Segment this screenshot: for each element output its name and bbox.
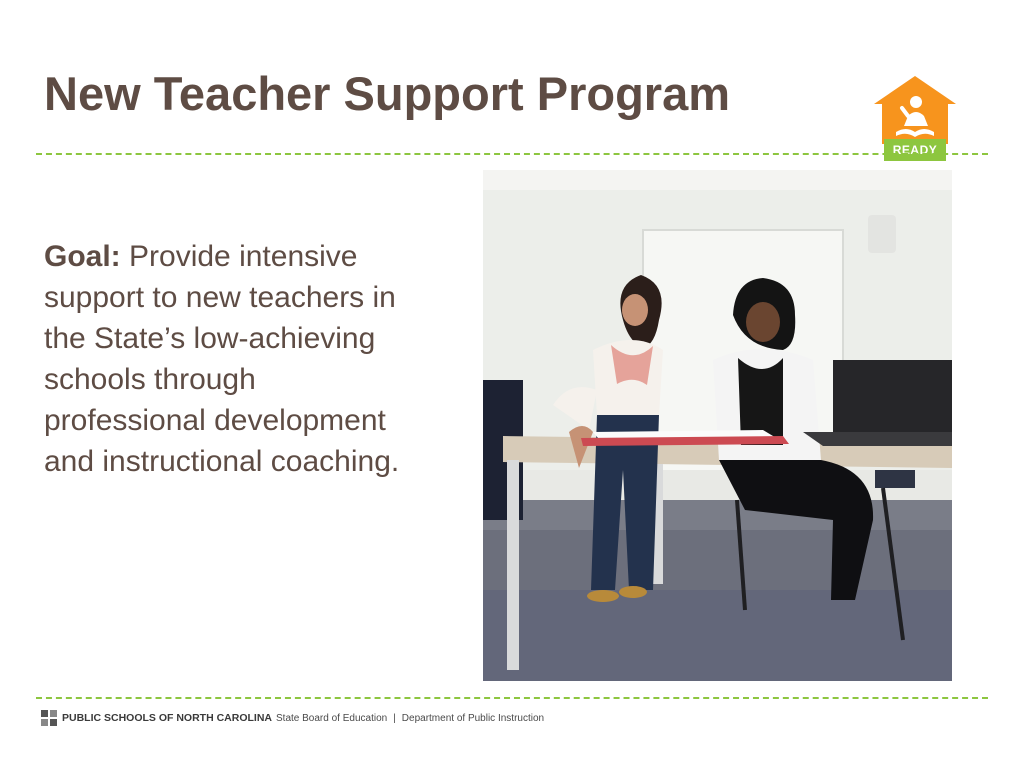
slide-title: New Teacher Support Program bbox=[44, 67, 730, 120]
nc-seal-icon bbox=[40, 709, 58, 727]
bottom-divider bbox=[36, 697, 988, 699]
goal-statement bbox=[44, 236, 424, 482]
ready-logo-text: READY bbox=[884, 139, 946, 161]
footer-board: State Board of Education bbox=[276, 712, 388, 724]
footer-org: PUBLIC SCHOOLS OF NORTH CAROLINA bbox=[62, 712, 272, 724]
footer-separator: | bbox=[393, 712, 396, 724]
footer bbox=[40, 709, 544, 727]
footer-department: Department of Public Instruction bbox=[401, 712, 545, 724]
teachers-photo bbox=[483, 170, 952, 681]
goal-text: Provide intensive support to new teachers in the State’s low-achieving schools through professional development and instructional coaching. bbox=[44, 240, 400, 478]
top-divider bbox=[36, 153, 988, 155]
goal-label: Goal: bbox=[44, 240, 121, 273]
